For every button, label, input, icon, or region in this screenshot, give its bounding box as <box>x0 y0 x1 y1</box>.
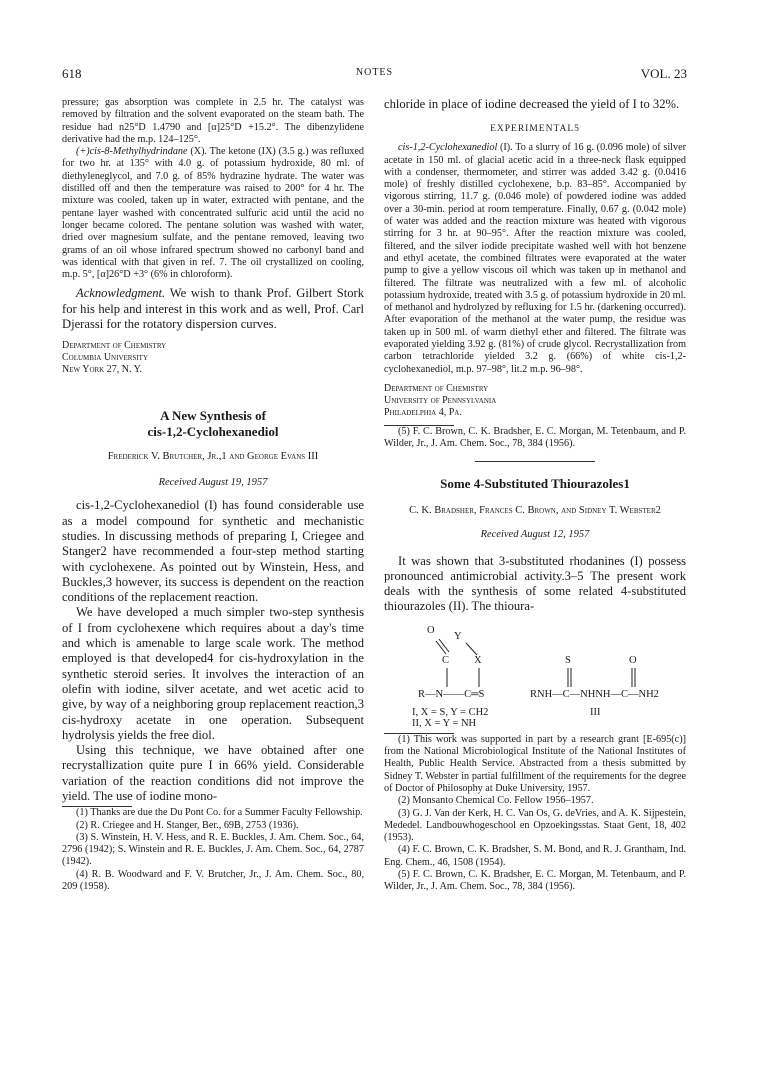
article-title: Some 4-Substituted Thiourazoles1 <box>440 475 630 491</box>
compound-name: cis-1,2-Cyclohexanediol <box>398 142 498 154</box>
footnote: (4) R. B. Woodward and F. V. Brutcher, Jr., J. Am. Chem. Soc., 80, 209 (1958). <box>62 868 364 893</box>
paragraph: We have developed a much simpler two-step synthesis of I from cyclohexene which requires about a day's time and which is amenable to large scale work. The method employed is that developed4 for cis-hydroxylation in the synthetic steroid series. It involves the interaction of an olefin with iodine, silver acetate, and wet acetic acid to give, by way of a neighboring group replacement reaction,3 cis-hydroxy acetate in one operation. Subsequent hydrolysis yields the free diol. <box>62 605 364 742</box>
affiliation-line: Department of Chemistry <box>62 340 167 352</box>
structure-caption: II, X = Y = NH <box>412 717 477 729</box>
compound-name: (+)cis-8-Methylhydrindane <box>76 146 188 158</box>
structure-caption: III <box>590 706 601 718</box>
affiliation-line: Philadelphia 4, Pa. <box>384 406 462 418</box>
chemical-structures <box>384 621 686 729</box>
section-heading: EXPERIMENTAL5 <box>490 124 580 135</box>
atom-label: Y <box>454 630 462 642</box>
received-date: Received August 19, 1957 <box>158 477 268 489</box>
paragraph: chloride in place of iodine decreased the yield of I to 32%. <box>384 97 680 111</box>
right-column <box>384 97 686 894</box>
footnotes <box>62 807 364 893</box>
structure-caption: I, X = S, Y = CH2 <box>412 706 489 718</box>
atom-label: S <box>565 654 571 666</box>
section-title: NOTES <box>355 67 394 78</box>
footnote: (2) R. Criegee and H. Stanger, Ber., 69B, 2753 (1936). <box>76 819 299 831</box>
paragraph: It was shown that 3-substituted rhodanines (I) possess pronounced antimicrobial activity.3–5 The present work deals with the synthesis of some related 4-substituted thiourazoles (II). The thioura- <box>384 553 686 614</box>
paragraph: cis-1,2-Cyclohexanediol (I). To a slurry of 16 g. (0.096 mole) of silver acetate in 150 ml. of glacial acetic acid in a three-neck flask equipped with a condenser, thermometer, and stirrer was added 3.42 g. (0.0416 mole) of freshly distilled cyclohexene, b.p. 83–85°. Accompanied by vigorous stirring, 11.7 g. (0.046 mole) of powdered iodine was added over a 30-min. period at room temperature. Finally, 0.67 g. (0.042 mole) of water was added and the reaction mixture was heated with vigorous stirring for 3 hr. at 90–95°. After the reaction mixture was cooled, filtered, and the silver iodide precipitate washed well with hot benzene and ethyl acetate, the combined filtrates were evaporated at the water pump to give a yellow viscous oil which was taken up in methanol and filtered. The filtrate was neutralized with a few ml. of alcoholic potassium hydroxide, treated with 3.5 g. of potassium hydroxide in 20 ml. of methanol and hydrolyzed by refluxing for 1.5 hr. (darkening occurred). After evaporation of the methanol at the water pump, the residue was taken up in 500 ml. of warm diethyl ether and filtered. The filtrate was evaporated yielding 3.92 g. (81%) of crude glycol. Recrystallization from carbon tetrachloride yielded 3.2 g. (66%) of white cis-1,2-cyclohexanediol, m.p. 97–98°, lit.2 m.p. 96–98°. <box>384 142 686 375</box>
volume-label: VOL. 23 <box>640 66 687 81</box>
ack-label: Acknowledgment. <box>76 286 166 301</box>
paragraph: cis-1,2-Cyclohexanediol (I) has found considerable use as a model compound for synthetic and mechanistic studies. In discussing methods of preparing I, Criegee and Stanger2 have recommended a four-step method starting with cyclohexene. As pointed out by Winstein, Hess, and Buckles,3 however, its success is dependent on the reaction conditions of the replacement reaction. <box>62 498 364 605</box>
acknowledgment: Acknowledgment. We wish to thank Prof. Gilbert Stork for his help and interest in this work and as well, Prof. Carl Djerassi for the rotatory dispersion curves. <box>62 286 364 332</box>
footnote: (5) F. C. Brown, C. K. Bradsher, E. C. Morgan, M. Tetenbaum, and P. Wilder, Jr., J. Am. Chem. Soc., 78, 384 (1956). <box>384 425 686 450</box>
atom-label: O <box>629 654 637 666</box>
affiliation <box>384 383 686 419</box>
atom-label: O <box>427 624 435 636</box>
footnote: (1) This work was supported in part by a research grant [E-695(c)] from the National Microbiological Institute of the National Institutes of Health, Public Health Service. Abstracted from a thesis submitted by Sidney T. Webster in partial fulfillment of the requirements for the degree of Doctor of Philosophy at Duke University, 1957. <box>384 733 686 794</box>
atom-label: X <box>474 654 482 666</box>
article-body <box>62 498 364 804</box>
affiliation-line: University of Pennsylvania <box>384 394 497 406</box>
footnote: (1) Thanks are due the Du Pont Co. for a Summer Faculty Fellowship. <box>76 807 363 819</box>
article-title: A New Synthesis of cis-1,2-Cyclohexanediol <box>147 408 279 440</box>
affiliation <box>62 340 364 376</box>
paragraph: pressure; gas absorption was complete in 2.5 hr. The catalyst was removed by filtration and the solvent evaporated on the steam bath. The residue had n25°D 1.4790 and [α]25°D +15.2°. The dibenzylidene derivative had the m.p. 124–125°. <box>62 97 364 145</box>
footnote: (3) S. Winstein, H. V. Hess, and R. E. Buckles, J. Am. Chem. Soc., 64, 2796 (1942); S. Winstein and R. E. Buckles, J. Am. Chem. Soc., 64, 2787 (1942). <box>62 831 364 868</box>
atom-label: C <box>442 654 450 666</box>
affiliation-line: New York 27, N. Y. <box>62 364 143 376</box>
structure-row: R—N——C═S <box>418 688 485 700</box>
received-date: Received August 12, 1957 <box>480 528 590 540</box>
affiliation-line: Columbia University <box>62 352 148 364</box>
article-divider <box>475 461 595 462</box>
page-number: 618 <box>62 66 82 81</box>
structure-row: RNH—C—NHNH—C—NH2 <box>530 688 659 700</box>
paragraph: Using this technique, we have obtained after one recrystallization quite pure I in 66% yield. Considerable variation of the reaction conditions did not improve the yield. The use of iodine mono- <box>62 743 364 803</box>
footnote: (3) G. J. Van der Kerk, H. C. Van Os, G. deVries, and A. K. Sijpestein, Mededel. Landbouwhogeschool en Opzoekingsstas. Staat Gent, 18, 402 (1953). <box>384 807 686 844</box>
left-column <box>62 97 364 893</box>
affiliation-line: Department of Chemistry <box>384 382 489 394</box>
footnote: (5) F. C. Brown, C. K. Bradsher, E. C. Morgan, M. Tetenbaum, and P. Wilder, Jr., J. Am. Chem. Soc., 78, 384 (1956). <box>384 868 686 893</box>
footnotes <box>384 734 686 894</box>
article-authors: C. K. Bradsher, Frances C. Brown, and Sidney T. Webster2 <box>409 504 661 516</box>
paragraph: (+)cis-8-Methylhydrindane (X). The ketone (IX) (3.5 g.) was refluxed for two hr. at 135° with 4.0 g. of potassium hydroxide, 80 ml. of diethyleneglycol, and 7.0 g. of 85% hydrazine hydrate. The water was distilled off and then the temperature was raised to 200° for 4 hr. The mixture was cooled, taken up in water, extracted with pentane, and the pentane layer washed with concentrated sulfuric acid until the acid no longer became colored. The pentane solution was washed with water, dried over magnesium sulfate, and the pentane removed, leaving two grams of an oil whose infrared spectrum showed no carbonyl band and was identical with that given in ref. 7. The oil crystallized on cooling, m.p. 5°, [α]26°D +3° (6% in chloroform). <box>62 146 364 281</box>
footnote: (4) F. C. Brown, C. K. Bradsher, S. M. Bond, and R. J. Grantham, Ind. Eng. Chem., 46, 1508 (1954). <box>384 844 686 868</box>
article-authors: Frederick V. Brutcher, Jr.,1 and George Evans III <box>107 451 319 463</box>
footnote: (2) Monsanto Chemical Co. Fellow 1956–1957. <box>398 795 594 807</box>
